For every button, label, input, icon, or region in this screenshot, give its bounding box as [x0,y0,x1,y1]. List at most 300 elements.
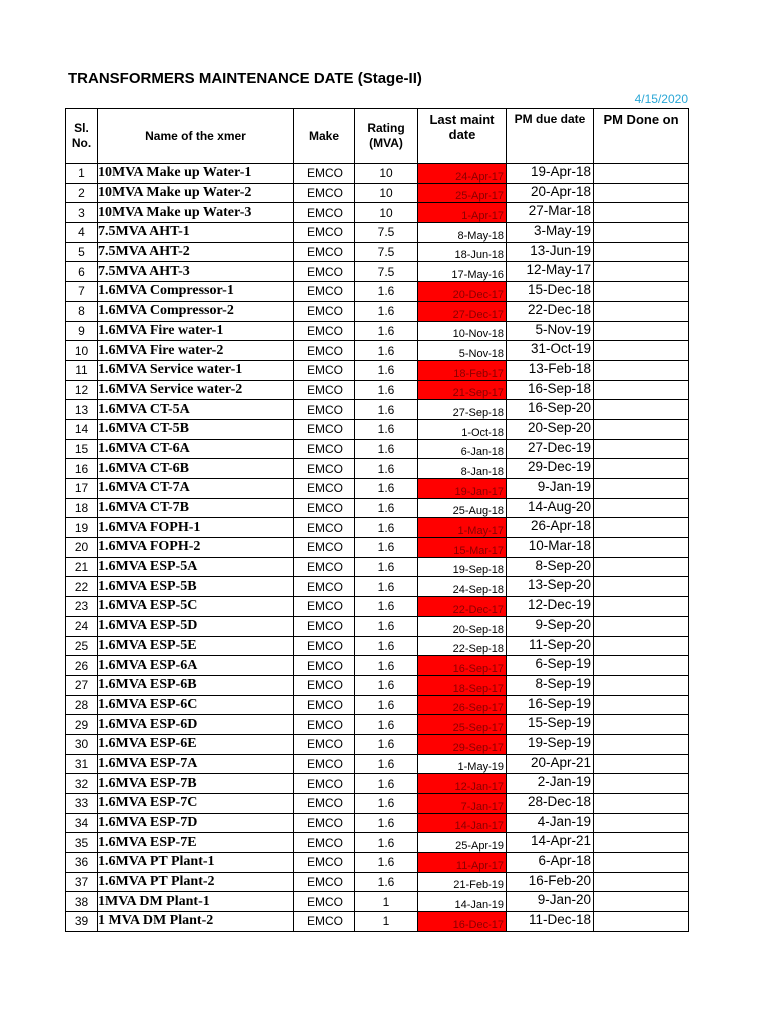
pm-done-cell[interactable] [594,557,689,577]
xmer-name-cell[interactable]: 1.6MVA ESP-5A [98,557,294,577]
rating-cell[interactable]: 1.6 [355,577,418,597]
last-maint-cell[interactable]: 22-Dec-17 [418,597,507,617]
sheet-title: TRANSFORMERS MAINTENANCE DATE (Stage-II) [68,70,422,87]
sl-cell[interactable]: 3 [66,203,98,223]
last-maint-cell[interactable]: 16-Dec-17 [418,912,507,932]
rating-cell[interactable]: 1.6 [355,419,418,439]
last-maint-cell[interactable]: 12-Jan-17 [418,774,507,794]
pm-done-cell[interactable] [594,833,689,853]
pm-done-cell[interactable] [594,282,689,302]
make-cell[interactable]: EMCO [294,715,355,735]
pm-done-cell[interactable] [594,695,689,715]
rating-cell[interactable]: 7.5 [355,223,418,243]
sl-cell[interactable]: 10 [66,341,98,361]
pm-due-cell[interactable]: 6-Apr-18 [507,853,594,873]
xmer-name-cell[interactable]: 1.6MVA ESP-5D [98,616,294,636]
last-maint-cell[interactable]: 21-Sep-17 [418,380,507,400]
pm-done-cell[interactable] [594,774,689,794]
sl-cell[interactable]: 26 [66,656,98,676]
sl-cell[interactable]: 35 [66,833,98,853]
table-row [66,813,689,833]
pm-due-cell[interactable]: 15-Sep-19 [507,715,594,735]
make-cell[interactable]: EMCO [294,853,355,873]
xmer-name-cell[interactable]: 1.6MVA CT-7A [98,479,294,499]
pm-done-cell[interactable] [594,616,689,636]
pm-due-cell[interactable]: 9-Jan-19 [507,479,594,499]
col-header-pm-done: PM Done on [594,109,689,164]
sl-cell[interactable]: 8 [66,301,98,321]
xmer-name-cell[interactable]: 1.6MVA ESP-7E [98,833,294,853]
sl-cell[interactable]: 17 [66,479,98,499]
pm-due-cell[interactable]: 28-Dec-18 [507,794,594,814]
sl-cell[interactable]: 24 [66,616,98,636]
pm-due-cell[interactable]: 14-Apr-21 [507,833,594,853]
xmer-name-cell[interactable]: 1.6MVA ESP-6A [98,656,294,676]
make-cell[interactable]: EMCO [294,400,355,420]
make-cell[interactable]: EMCO [294,439,355,459]
table-row [66,262,689,282]
pm-done-cell[interactable] [594,183,689,203]
xmer-name-cell[interactable]: 1.6MVA ESP-5E [98,636,294,656]
pm-done-cell[interactable] [594,341,689,361]
rating-cell[interactable]: 1.6 [355,833,418,853]
pm-due-cell[interactable]: 14-Aug-20 [507,498,594,518]
pm-due-cell[interactable]: 16-Sep-20 [507,400,594,420]
xmer-name-cell[interactable]: 1 MVA DM Plant-2 [98,912,294,932]
table-row [66,616,689,636]
rating-cell[interactable]: 1.6 [355,518,418,538]
last-maint-cell[interactable]: 27-Sep-18 [418,400,507,420]
make-cell[interactable]: EMCO [294,282,355,302]
pm-due-cell[interactable]: 3-May-19 [507,223,594,243]
make-cell[interactable]: EMCO [294,813,355,833]
rating-cell[interactable]: 1.6 [355,538,418,558]
rating-cell[interactable]: 1.6 [355,853,418,873]
table-row [66,557,689,577]
sl-cell[interactable]: 1 [66,164,98,184]
pm-done-cell[interactable] [594,262,689,282]
report-date: 4/15/2020 [634,92,688,106]
pm-due-cell[interactable]: 26-Apr-18 [507,518,594,538]
rating-cell[interactable]: 1.6 [355,794,418,814]
last-maint-cell[interactable]: 8-Jan-18 [418,459,507,479]
sl-cell[interactable]: 23 [66,597,98,617]
make-cell[interactable]: EMCO [294,183,355,203]
pm-done-cell[interactable] [594,301,689,321]
pm-done-cell[interactable] [594,794,689,814]
rating-cell[interactable]: 1.6 [355,754,418,774]
last-maint-cell[interactable]: 24-Sep-18 [418,577,507,597]
make-cell[interactable]: EMCO [294,360,355,380]
pm-done-cell[interactable] [594,675,689,695]
make-cell[interactable]: EMCO [294,833,355,853]
xmer-name-cell[interactable]: 1.6MVA ESP-5B [98,577,294,597]
table-row [66,400,689,420]
rating-cell[interactable]: 1.6 [355,616,418,636]
xmer-name-cell[interactable]: 1.6MVA Compressor-1 [98,282,294,302]
header-row [66,109,689,164]
sl-cell[interactable]: 4 [66,223,98,243]
pm-done-cell[interactable] [594,538,689,558]
xmer-name-cell[interactable]: 7.5MVA AHT-3 [98,262,294,282]
rating-cell[interactable]: 1.6 [355,675,418,695]
rating-cell[interactable]: 1 [355,892,418,912]
pm-done-cell[interactable] [594,321,689,341]
make-cell[interactable]: EMCO [294,774,355,794]
make-cell[interactable]: EMCO [294,262,355,282]
make-cell[interactable]: EMCO [294,616,355,636]
last-maint-cell[interactable]: 20-Sep-18 [418,616,507,636]
pm-done-cell[interactable] [594,754,689,774]
sl-cell[interactable]: 33 [66,794,98,814]
xmer-name-cell[interactable]: 1.6MVA CT-5B [98,419,294,439]
xmer-name-cell[interactable]: 1.6MVA FOPH-2 [98,538,294,558]
sl-cell[interactable]: 32 [66,774,98,794]
table-row [66,734,689,754]
xmer-name-cell[interactable]: 7.5MVA AHT-2 [98,242,294,262]
xmer-name-cell[interactable]: 7.5MVA AHT-1 [98,223,294,243]
pm-due-cell[interactable]: 6-Sep-19 [507,656,594,676]
xmer-name-cell[interactable]: 1.6MVA ESP-7A [98,754,294,774]
rating-cell[interactable]: 1.6 [355,380,418,400]
make-cell[interactable]: EMCO [294,538,355,558]
make-cell[interactable]: EMCO [294,892,355,912]
table-row [66,912,689,932]
sl-cell[interactable]: 7 [66,282,98,302]
sl-cell[interactable]: 13 [66,400,98,420]
pm-done-cell[interactable] [594,853,689,873]
pm-due-cell[interactable]: 15-Dec-18 [507,282,594,302]
last-maint-cell[interactable]: 20-Dec-17 [418,282,507,302]
make-cell[interactable]: EMCO [294,675,355,695]
sl-cell[interactable]: 37 [66,872,98,892]
xmer-name-cell[interactable]: 10MVA Make up Water-2 [98,183,294,203]
make-cell[interactable]: EMCO [294,695,355,715]
rating-cell[interactable]: 1.6 [355,479,418,499]
sl-cell[interactable]: 25 [66,636,98,656]
table-row [66,341,689,361]
rating-cell[interactable]: 10 [355,203,418,223]
xmer-name-cell[interactable]: 1.6MVA Service water-2 [98,380,294,400]
pm-due-cell[interactable]: 5-Nov-19 [507,321,594,341]
pm-due-cell[interactable]: 4-Jan-19 [507,813,594,833]
last-maint-cell[interactable]: 26-Sep-17 [418,695,507,715]
table-row [66,892,689,912]
sl-cell[interactable]: 39 [66,912,98,932]
xmer-name-cell[interactable]: 1.6MVA Fire water-1 [98,321,294,341]
sl-cell[interactable]: 9 [66,321,98,341]
last-maint-cell[interactable]: 29-Sep-17 [418,734,507,754]
pm-done-cell[interactable] [594,518,689,538]
sl-cell[interactable]: 19 [66,518,98,538]
make-cell[interactable]: EMCO [294,242,355,262]
xmer-name-cell[interactable]: 1.6MVA PT Plant-2 [98,872,294,892]
pm-due-cell[interactable]: 12-May-17 [507,262,594,282]
last-maint-cell[interactable]: 25-Apr-17 [418,183,507,203]
sl-cell[interactable]: 15 [66,439,98,459]
pm-done-cell[interactable] [594,597,689,617]
sl-cell[interactable]: 36 [66,853,98,873]
rating-cell[interactable]: 1.6 [355,321,418,341]
rating-cell[interactable]: 1.6 [355,656,418,676]
xmer-name-cell[interactable]: 1.6MVA ESP-7B [98,774,294,794]
pm-done-cell[interactable] [594,813,689,833]
xmer-name-cell[interactable]: 1.6MVA ESP-6C [98,695,294,715]
rating-cell[interactable]: 1.6 [355,872,418,892]
table-row [66,675,689,695]
last-maint-cell[interactable]: 24-Apr-17 [418,164,507,184]
sl-cell[interactable]: 34 [66,813,98,833]
last-maint-cell[interactable]: 18-Jun-18 [418,242,507,262]
last-maint-cell[interactable]: 5-Nov-18 [418,341,507,361]
pm-due-cell[interactable]: 19-Sep-19 [507,734,594,754]
sl-cell[interactable]: 30 [66,734,98,754]
make-cell[interactable]: EMCO [294,341,355,361]
sl-cell[interactable]: 38 [66,892,98,912]
rating-cell[interactable]: 1.6 [355,734,418,754]
last-maint-cell[interactable]: 14-Jan-19 [418,892,507,912]
pm-due-cell[interactable]: 11-Dec-18 [507,912,594,932]
make-cell[interactable]: EMCO [294,380,355,400]
sl-cell[interactable]: 21 [66,557,98,577]
pm-due-cell[interactable]: 13-Jun-19 [507,242,594,262]
last-maint-cell[interactable]: 6-Jan-18 [418,439,507,459]
pm-due-cell[interactable]: 27-Mar-18 [507,203,594,223]
pm-due-cell[interactable]: 2-Jan-19 [507,774,594,794]
make-cell[interactable]: EMCO [294,794,355,814]
xmer-name-cell[interactable]: 1.6MVA ESP-6E [98,734,294,754]
pm-done-cell[interactable] [594,360,689,380]
pm-due-cell[interactable]: 20-Apr-18 [507,183,594,203]
sl-cell[interactable]: 28 [66,695,98,715]
pm-done-cell[interactable] [594,656,689,676]
make-cell[interactable]: EMCO [294,203,355,223]
pm-done-cell[interactable] [594,203,689,223]
make-cell[interactable]: EMCO [294,498,355,518]
pm-done-cell[interactable] [594,715,689,735]
make-cell[interactable]: EMCO [294,479,355,499]
pm-done-cell[interactable] [594,400,689,420]
make-cell[interactable]: EMCO [294,754,355,774]
xmer-name-cell[interactable]: 1.6MVA ESP-7C [98,794,294,814]
pm-done-cell[interactable] [594,242,689,262]
last-maint-cell[interactable]: 14-Jan-17 [418,813,507,833]
make-cell[interactable]: EMCO [294,577,355,597]
rating-cell[interactable]: 1.6 [355,360,418,380]
pm-done-cell[interactable] [594,892,689,912]
table-row [66,656,689,676]
pm-done-cell[interactable] [594,439,689,459]
rating-cell[interactable]: 1.6 [355,400,418,420]
last-maint-cell[interactable]: 19-Jan-17 [418,479,507,499]
maintenance-table [65,108,689,932]
pm-due-cell[interactable]: 13-Sep-20 [507,577,594,597]
col-header-rating: Rating (MVA) [355,109,418,164]
make-cell[interactable]: EMCO [294,419,355,439]
xmer-name-cell[interactable]: 1.6MVA ESP-6B [98,675,294,695]
pm-due-cell[interactable]: 27-Dec-19 [507,439,594,459]
rating-cell[interactable]: 1.6 [355,301,418,321]
rating-cell[interactable]: 10 [355,183,418,203]
pm-due-cell[interactable]: 8-Sep-20 [507,557,594,577]
last-maint-cell[interactable]: 17-May-16 [418,262,507,282]
xmer-name-cell[interactable]: 1.6MVA CT-5A [98,400,294,420]
pm-done-cell[interactable] [594,734,689,754]
make-cell[interactable]: EMCO [294,734,355,754]
pm-done-cell[interactable] [594,479,689,499]
rating-cell[interactable]: 10 [355,164,418,184]
rating-cell[interactable]: 1.6 [355,282,418,302]
make-cell[interactable]: EMCO [294,459,355,479]
sl-cell[interactable]: 12 [66,380,98,400]
last-maint-cell[interactable]: 7-Jan-17 [418,794,507,814]
xmer-name-cell[interactable]: 1.6MVA CT-6B [98,459,294,479]
last-maint-cell[interactable]: 21-Feb-19 [418,872,507,892]
rating-cell[interactable]: 1.6 [355,774,418,794]
xmer-name-cell[interactable]: 1.6MVA Compressor-2 [98,301,294,321]
make-cell[interactable]: EMCO [294,557,355,577]
last-maint-cell[interactable]: 1-May-17 [418,518,507,538]
last-maint-cell[interactable]: 25-Apr-19 [418,833,507,853]
rating-cell[interactable]: 1.6 [355,695,418,715]
xmer-name-cell[interactable]: 10MVA Make up Water-3 [98,203,294,223]
rating-cell[interactable]: 1.6 [355,341,418,361]
sl-cell[interactable]: 29 [66,715,98,735]
pm-done-cell[interactable] [594,164,689,184]
last-maint-cell[interactable]: 16-Sep-17 [418,656,507,676]
pm-due-cell[interactable]: 9-Sep-20 [507,616,594,636]
table-row [66,538,689,558]
last-maint-cell[interactable]: 25-Sep-17 [418,715,507,735]
table-row [66,754,689,774]
rating-cell[interactable]: 1.6 [355,557,418,577]
make-cell[interactable]: EMCO [294,164,355,184]
sl-cell[interactable]: 27 [66,675,98,695]
sl-cell[interactable]: 2 [66,183,98,203]
pm-due-cell[interactable]: 16-Sep-18 [507,380,594,400]
xmer-name-cell[interactable]: 1.6MVA CT-7B [98,498,294,518]
last-maint-cell[interactable]: 1-May-19 [418,754,507,774]
rating-cell[interactable]: 1.6 [355,636,418,656]
make-cell[interactable]: EMCO [294,912,355,932]
pm-due-cell[interactable]: 11-Sep-20 [507,636,594,656]
pm-due-cell[interactable]: 16-Feb-20 [507,872,594,892]
last-maint-cell[interactable]: 19-Sep-18 [418,557,507,577]
last-maint-cell[interactable]: 15-Mar-17 [418,538,507,558]
sl-cell[interactable]: 31 [66,754,98,774]
rating-cell[interactable]: 1.6 [355,498,418,518]
xmer-name-cell[interactable]: 1.6MVA ESP-7D [98,813,294,833]
last-maint-cell[interactable]: 18-Feb-17 [418,360,507,380]
sl-cell[interactable]: 14 [66,419,98,439]
xmer-name-cell[interactable]: 1.6MVA ESP-5C [98,597,294,617]
sl-cell[interactable]: 16 [66,459,98,479]
sl-cell[interactable]: 22 [66,577,98,597]
last-maint-cell[interactable]: 11-Apr-17 [418,853,507,873]
xmer-name-cell[interactable]: 1.6MVA CT-6A [98,439,294,459]
pm-due-cell[interactable]: 29-Dec-19 [507,459,594,479]
table-row [66,695,689,715]
last-maint-cell[interactable]: 10-Nov-18 [418,321,507,341]
sl-cell[interactable]: 11 [66,360,98,380]
last-maint-cell[interactable]: 1-Oct-18 [418,419,507,439]
make-cell[interactable]: EMCO [294,301,355,321]
table-row [66,597,689,617]
pm-due-cell[interactable]: 20-Sep-20 [507,419,594,439]
xmer-name-cell[interactable]: 10MVA Make up Water-1 [98,164,294,184]
last-maint-cell[interactable]: 8-May-18 [418,223,507,243]
sl-cell[interactable]: 5 [66,242,98,262]
last-maint-cell[interactable]: 27-Dec-17 [418,301,507,321]
last-maint-cell[interactable]: 18-Sep-17 [418,675,507,695]
sl-cell[interactable]: 6 [66,262,98,282]
last-maint-cell[interactable]: 22-Sep-18 [418,636,507,656]
pm-due-cell[interactable]: 9-Jan-20 [507,892,594,912]
rating-cell[interactable]: 1.6 [355,439,418,459]
rating-cell[interactable]: 7.5 [355,242,418,262]
xmer-name-cell[interactable]: 1.6MVA Fire water-2 [98,341,294,361]
pm-done-cell[interactable] [594,636,689,656]
make-cell[interactable]: EMCO [294,656,355,676]
pm-due-cell[interactable]: 22-Dec-18 [507,301,594,321]
pm-done-cell[interactable] [594,223,689,243]
make-cell[interactable]: EMCO [294,597,355,617]
xmer-name-cell[interactable]: 1.6MVA FOPH-1 [98,518,294,538]
pm-due-cell[interactable]: 31-Oct-19 [507,341,594,361]
make-cell[interactable]: EMCO [294,223,355,243]
pm-done-cell[interactable] [594,577,689,597]
xmer-name-cell[interactable]: 1MVA DM Plant-1 [98,892,294,912]
sl-cell[interactable]: 20 [66,538,98,558]
pm-done-cell[interactable] [594,872,689,892]
table-row [66,715,689,735]
pm-due-cell[interactable]: 16-Sep-19 [507,695,594,715]
rating-cell[interactable]: 7.5 [355,262,418,282]
last-maint-cell[interactable]: 1-Apr-17 [418,203,507,223]
pm-due-cell[interactable]: 10-Mar-18 [507,538,594,558]
pm-due-cell[interactable]: 12-Dec-19 [507,597,594,617]
rating-cell[interactable]: 1 [355,912,418,932]
table-row [66,794,689,814]
xmer-name-cell[interactable]: 1.6MVA PT Plant-1 [98,853,294,873]
pm-done-cell[interactable] [594,498,689,518]
pm-done-cell[interactable] [594,912,689,932]
last-maint-cell[interactable]: 25-Aug-18 [418,498,507,518]
pm-due-cell[interactable]: 20-Apr-21 [507,754,594,774]
rating-cell[interactable]: 1.6 [355,597,418,617]
col-header-make: Make [294,109,355,164]
rating-cell[interactable]: 1.6 [355,813,418,833]
make-cell[interactable]: EMCO [294,321,355,341]
pm-done-cell[interactable] [594,380,689,400]
xmer-name-cell[interactable]: 1.6MVA ESP-6D [98,715,294,735]
pm-done-cell[interactable] [594,459,689,479]
pm-due-cell[interactable]: 8-Sep-19 [507,675,594,695]
rating-cell[interactable]: 1.6 [355,715,418,735]
table-row [66,459,689,479]
pm-done-cell[interactable] [594,419,689,439]
table-row [66,833,689,853]
rating-cell[interactable]: 1.6 [355,459,418,479]
pm-due-cell[interactable]: 13-Feb-18 [507,360,594,380]
table-row [66,439,689,459]
make-cell[interactable]: EMCO [294,518,355,538]
pm-due-cell[interactable]: 19-Apr-18 [507,164,594,184]
make-cell[interactable]: EMCO [294,636,355,656]
xmer-name-cell[interactable]: 1.6MVA Service water-1 [98,360,294,380]
sl-cell[interactable]: 18 [66,498,98,518]
make-cell[interactable]: EMCO [294,872,355,892]
